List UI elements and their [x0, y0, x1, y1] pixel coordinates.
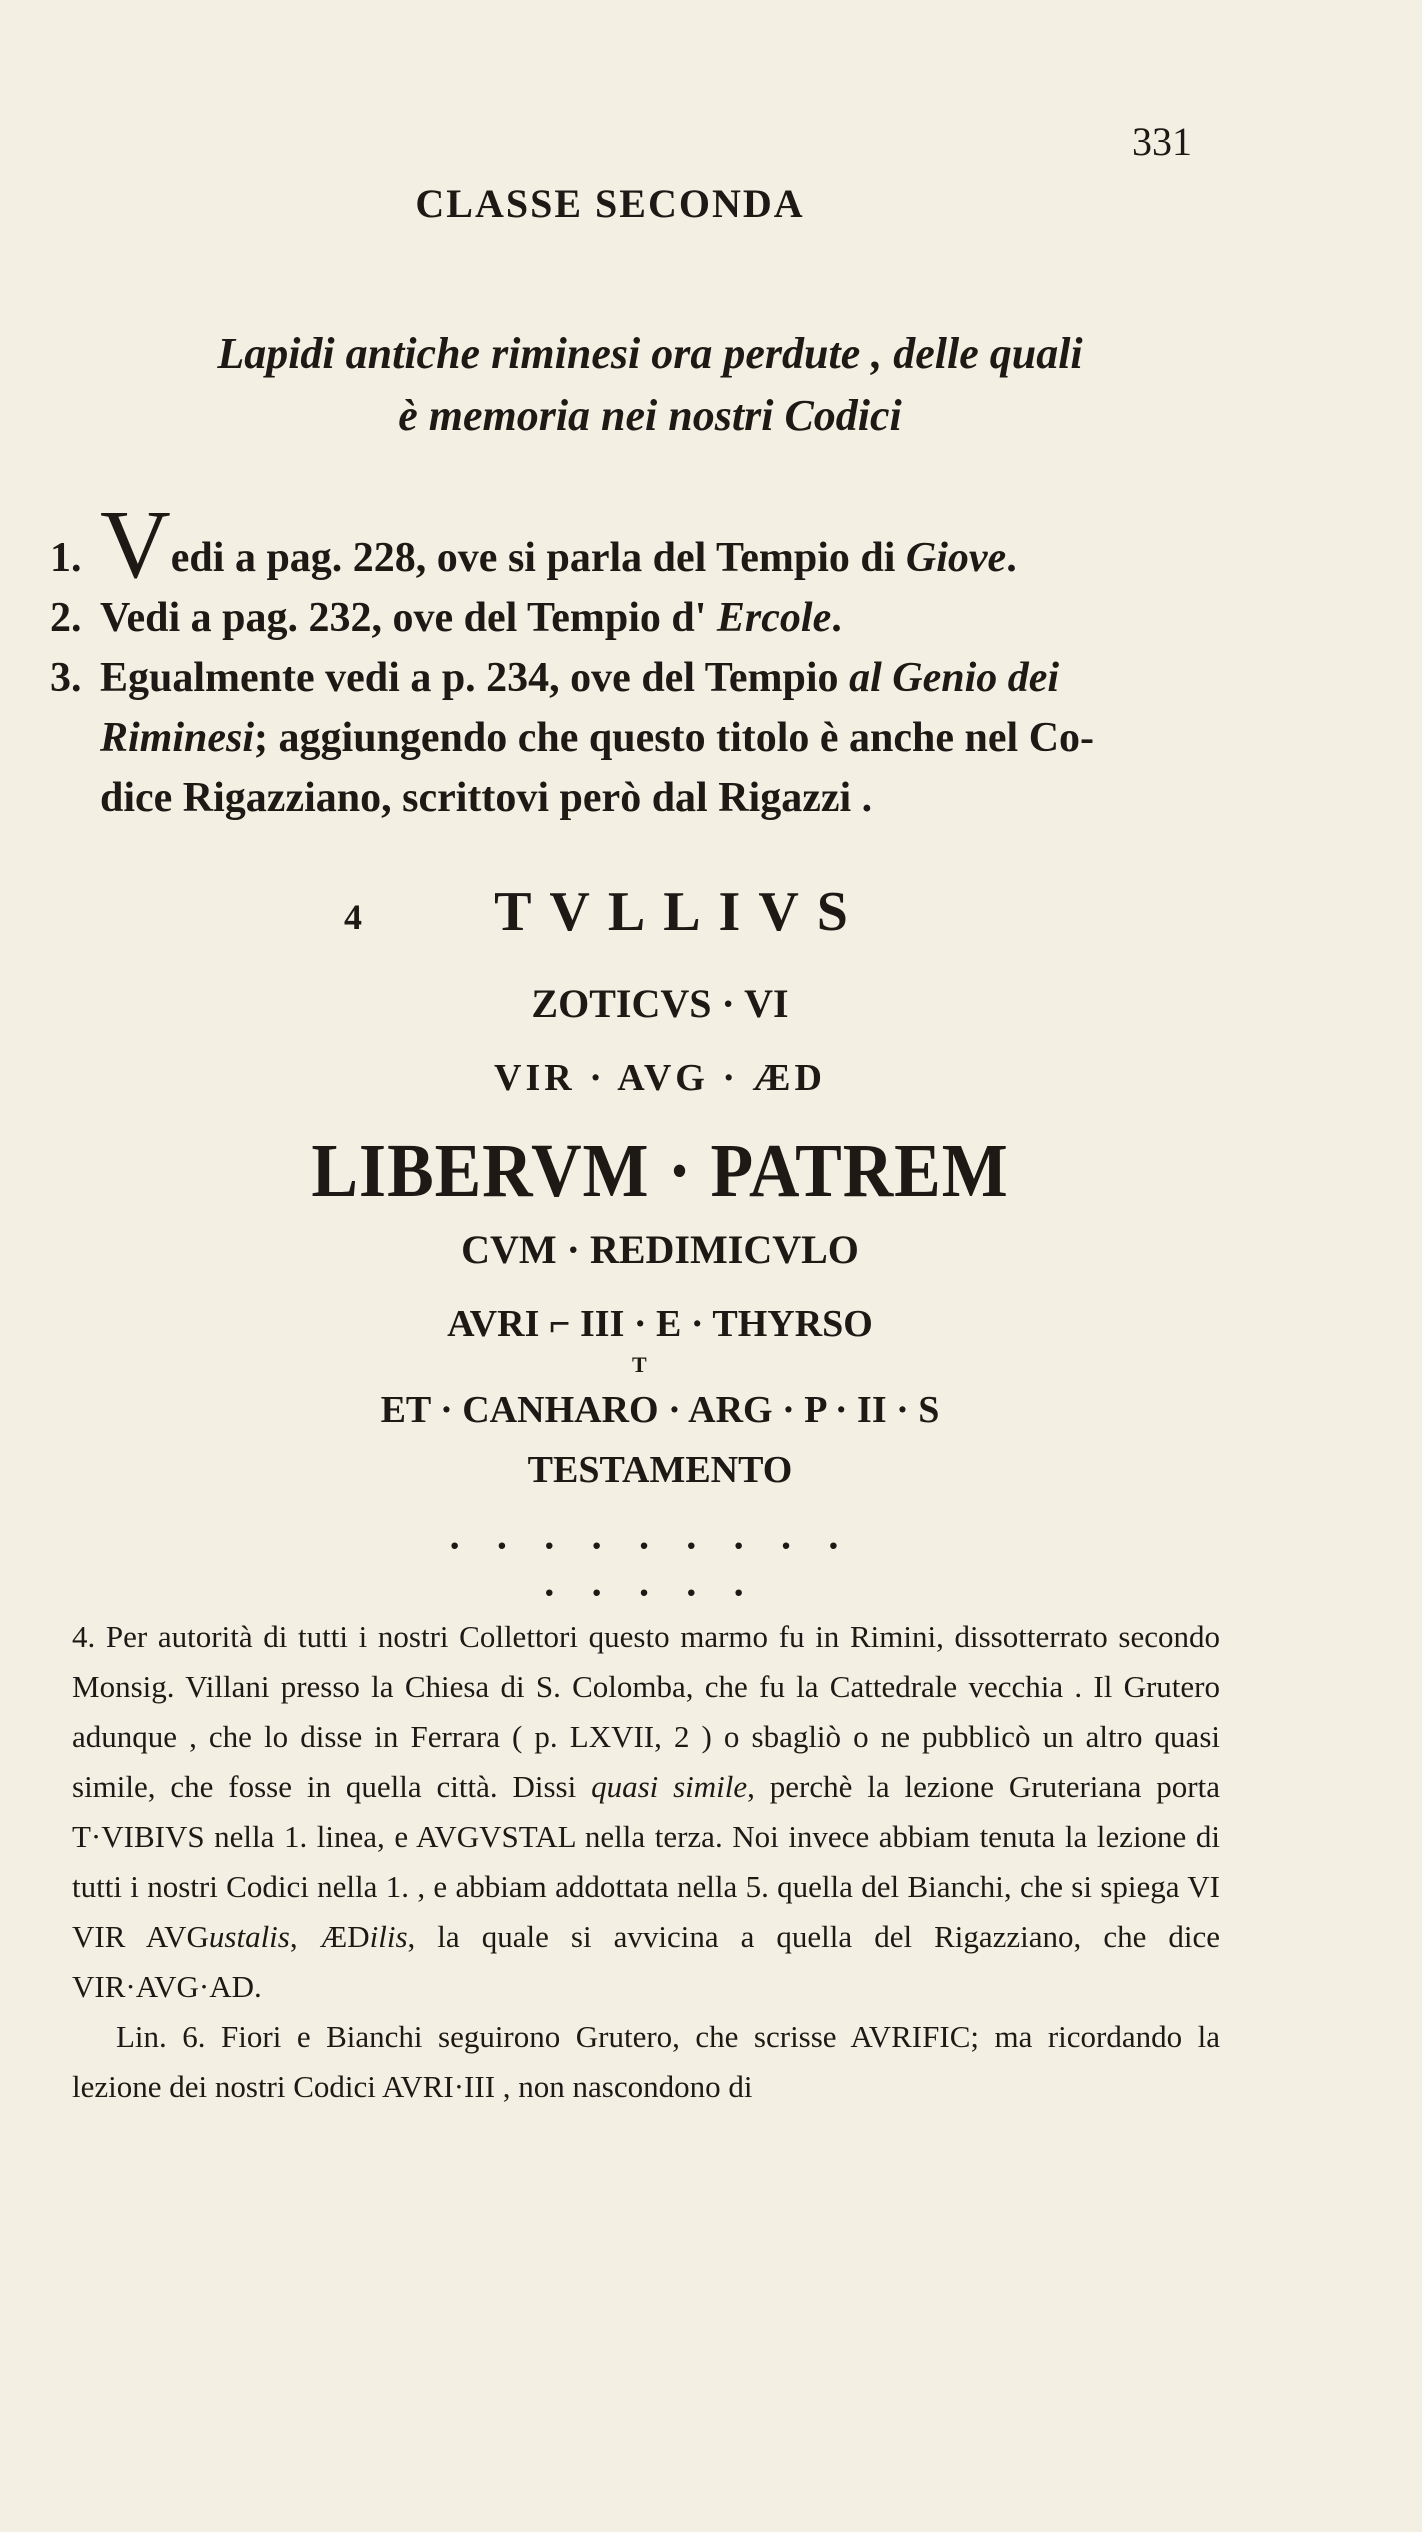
entry-italic: Ercole [716, 595, 832, 641]
entry-1 [50, 491, 1200, 599]
entry-text-end: . [1006, 535, 1017, 581]
footnote-text-c: , ÆD [289, 1919, 370, 1954]
entry-text-3: dice Rigazziano, scrittovi però dal Rigazzi . [100, 775, 873, 821]
inscription-line-8: TESTAMENTO [527, 1449, 793, 1491]
inscription-number: 4 [344, 897, 362, 937]
footnote-text-b: , perchè la lezione Gruteriana porta T·VIBIVS nella 1. linea, e AVGVSTAL nella terza. Noi invece abbiam tenuta la lezione di tutti i nostri Codici nella 1. , e abbiam addottata nella 5. quella del Bianchi, che si spiega VI VIR AVG [72, 1769, 1220, 1954]
section-heading-line-1: Lapidi antiche riminesi ora perdute , delle quali [217, 329, 1083, 378]
footnote-text: 4. Per autorità di tutti i nostri Collettori questo marmo fu in Rimini, dissotterrato secondo Monsig. Villani presso la Chiesa di S. Colomba, che fu la Cattedrale vecchia . Il Grutero adunque , che lo disse in Ferrara ( p. LXVII, 2 ) o sbagliò o ne pubblicò un altro quasi simile, che fosse in quella città. Dissi [72, 1619, 1220, 1804]
entry-italic: al Genio dei [849, 655, 1060, 701]
footnote-italic-2: ustalis [208, 1919, 290, 1954]
footnote-4 [72, 1612, 1220, 2012]
entry-text-2: ; aggiungendo che questo titolo è anche nel Co- [254, 715, 1095, 761]
ligature-t-mark: T [632, 1352, 647, 1377]
entry-3 [50, 648, 1200, 828]
inscription-line-4: LIBERVM · PATREM [311, 1129, 1009, 1213]
entry-italic-2: Riminesi [100, 715, 255, 761]
entry-2 [50, 588, 1200, 648]
inscription-line-2: ZOTICVS · VI [531, 981, 789, 1026]
lacuna-dots: · · · · · · · · · · · · · · [447, 1523, 853, 1615]
inscription-line-3: VIR · AVG · ÆD [494, 1057, 826, 1099]
footnote-italic: quasi simile [591, 1769, 748, 1804]
footnote-italic-3: ilis [369, 1919, 408, 1954]
entry-italic: Giove [905, 535, 1007, 581]
entry-text-end: . [831, 595, 842, 641]
footnote-line-6: Lin. 6. Fiori e Bianchi seguirono Grutero, che scrisse AVRIFIC; ma ricordando la lezione dei nostri Codici AVRI·III , non nascondono di [72, 2019, 1220, 2104]
inscription-line-6: AVRI ⌐ III · E · THYRSO [447, 1303, 873, 1345]
entry-text: Vedi a pag. 232, ove del Tempio d' [100, 595, 717, 641]
footnote-text-d: , la quale si avvicina a quella del Rigazziano, che dice VIR·AVG·AD. [72, 1919, 1221, 2004]
drop-cap: V [100, 491, 171, 599]
inscription-line-1: TVLLIVS [494, 881, 866, 943]
footnotes [72, 1612, 1220, 2112]
entry-number: 1. [50, 535, 82, 581]
entry-number: 3. [50, 655, 82, 701]
entry-text: Egualmente vedi a p. 234, ove del Tempio [100, 655, 850, 701]
inscription-line-5: CVM · REDIMICVLO [461, 1227, 859, 1272]
entry-text: edi a pag. 228, ove si parla del Tempio di [170, 535, 906, 581]
inscription-line-7: ET · CANHARO · ARG · P · II · S [380, 1389, 940, 1431]
running-title: CLASSE SECONDA [415, 181, 805, 226]
entry-list [50, 491, 1200, 828]
entry-number: 2. [50, 595, 82, 641]
page-number: 331 [1132, 119, 1192, 164]
section-heading-line-2: è memoria nei nostri Codici [398, 391, 902, 440]
